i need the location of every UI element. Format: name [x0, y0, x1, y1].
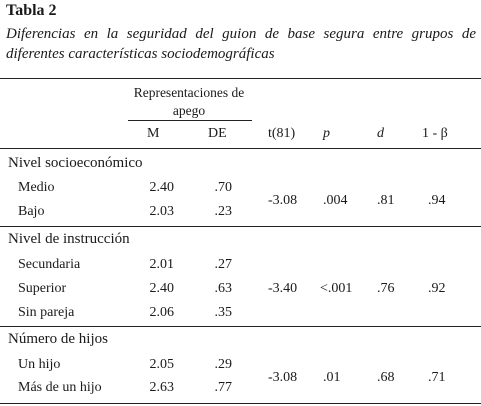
header-de: DE: [208, 126, 227, 141]
cell-m: 2.03: [149, 204, 174, 219]
cell-d: .76: [377, 281, 395, 296]
cell-power: .92: [428, 281, 446, 296]
group-label: Número de hijos: [8, 331, 108, 347]
table-caption: Diferencias en la seguridad del guion de base segura entre grupos de diferentes características sociodemográficas: [6, 26, 476, 62]
cell-p: .004: [323, 193, 348, 208]
row-label: Medio: [18, 180, 55, 195]
row-label: Superior: [18, 281, 67, 296]
header-d: d: [377, 126, 384, 141]
cell-m: 2.01: [149, 257, 174, 272]
header-p: p: [323, 126, 330, 141]
group-rule: [0, 326, 481, 327]
cell-de: .29: [214, 357, 232, 372]
cell-m: 2.40: [149, 180, 174, 195]
cell-de: .63: [214, 281, 232, 296]
cell-m: 2.40: [149, 281, 174, 296]
cell-m: 2.06: [149, 305, 174, 320]
table-title: Tabla 2: [6, 2, 57, 19]
group-label: Nivel socioeconómico: [8, 155, 143, 171]
header-rule: [0, 148, 481, 149]
row-label: Un hijo: [18, 357, 61, 372]
top-rule: [0, 78, 481, 79]
cell-m: 2.63: [149, 380, 174, 395]
cell-t: -3.08: [268, 193, 298, 208]
row-label: Secundaria: [18, 257, 81, 272]
cell-m: 2.05: [149, 357, 174, 372]
header-power: 1 - β: [422, 126, 448, 141]
header-representaciones: Representaciones de apego: [133, 85, 245, 118]
cell-t: -3.08: [268, 370, 298, 385]
header-sub-rule: [128, 120, 252, 121]
cell-d: .68: [377, 370, 395, 385]
cell-de: .23: [214, 204, 232, 219]
row-label: Sin pareja: [18, 305, 75, 320]
cell-power: .94: [428, 193, 446, 208]
group-rule: [0, 226, 481, 227]
cell-p: .01: [323, 370, 341, 385]
cell-de: .70: [214, 180, 232, 195]
cell-d: .81: [377, 193, 395, 208]
cell-power: .71: [428, 370, 446, 385]
cell-de: .35: [214, 305, 232, 320]
cell-t: -3.40: [268, 281, 298, 296]
group-label: Nivel de instrucción: [8, 231, 130, 247]
cell-de: .27: [214, 257, 232, 272]
cell-de: .77: [214, 380, 232, 395]
bottom-rule: [0, 403, 481, 404]
cell-p: <.001: [320, 281, 353, 296]
header-m: M: [147, 126, 160, 141]
row-label: Bajo: [18, 204, 45, 219]
header-t: t(81): [268, 126, 296, 141]
row-label: Más de un hijo: [18, 380, 102, 395]
